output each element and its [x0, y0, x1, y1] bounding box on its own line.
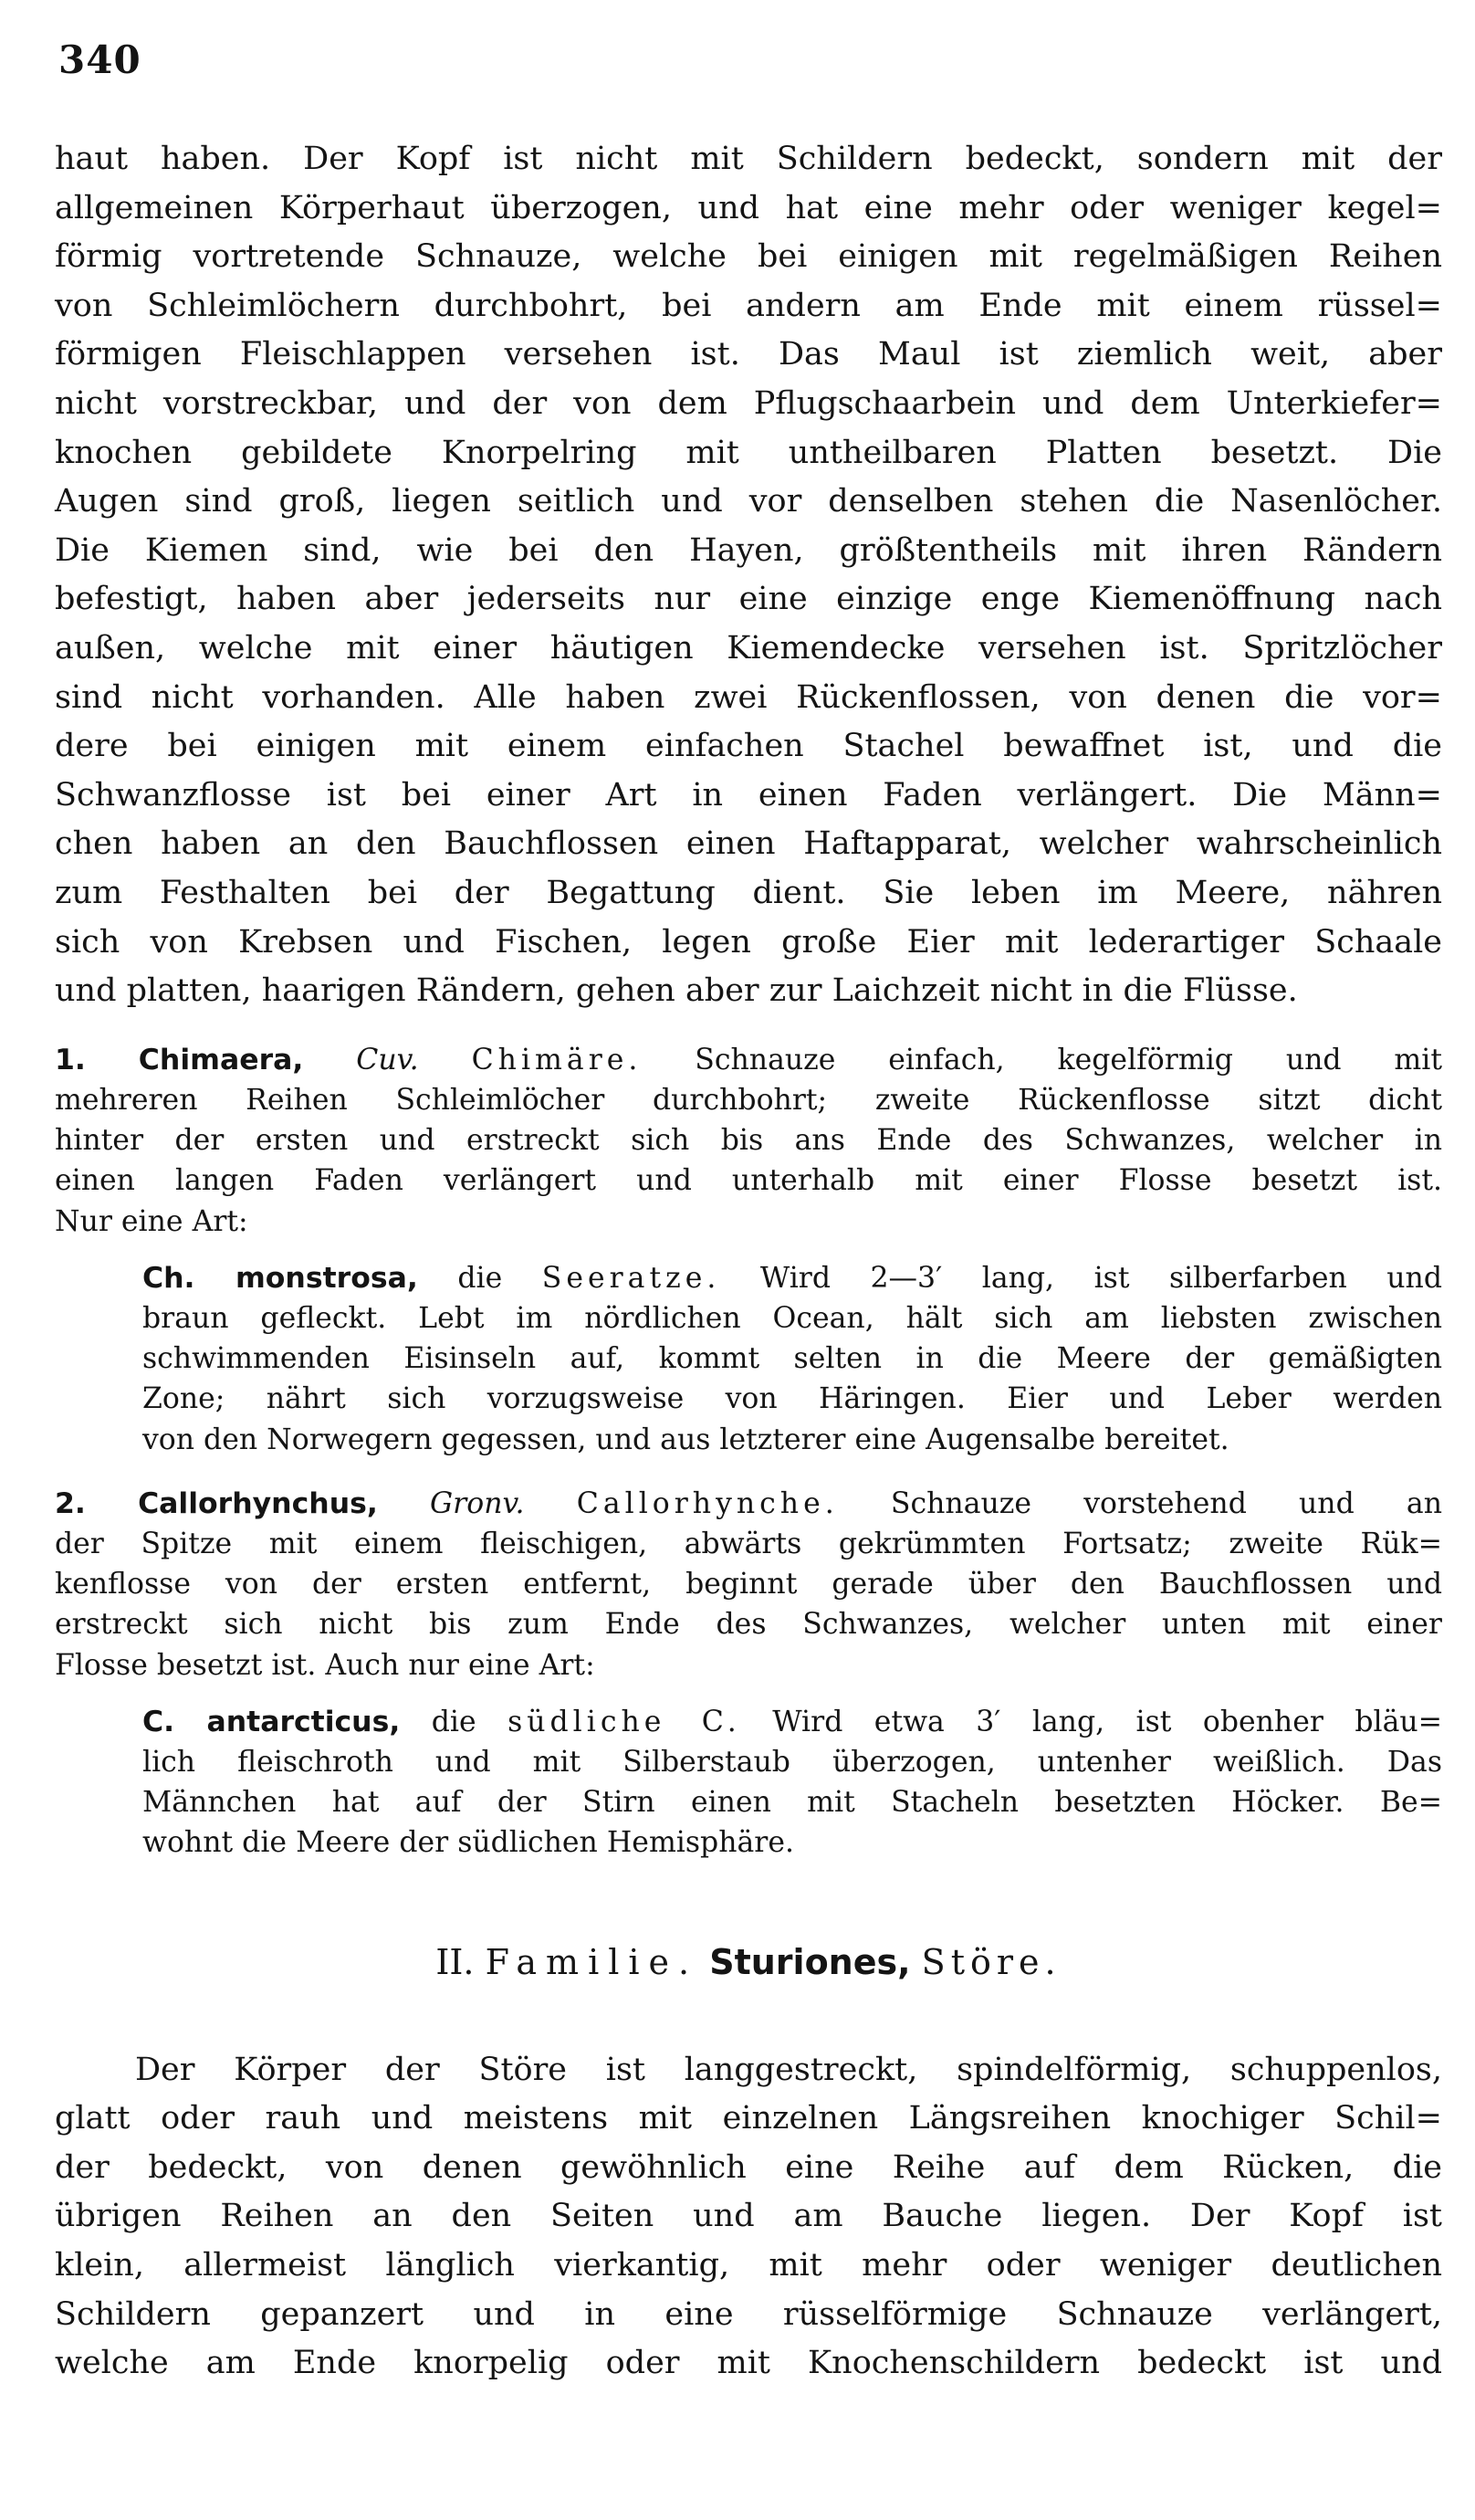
page-number: 340 — [58, 37, 141, 82]
text-line: erstreckt sich nicht bis zum Ende des Schwanzes, welcher unten mit einer — [55, 1608, 1442, 1642]
text-line: nicht vorstreckbar, und der von dem Pflugschaarbein und dem Unterkiefer= — [55, 384, 1442, 422]
species-first-line — [142, 1702, 1442, 1742]
text-line: kenflosse von der ersten entfernt, beginnt gerade über den Bauchflossen und — [55, 1568, 1442, 1601]
genus-description: Schnauze vorstehend und an — [890, 1486, 1442, 1520]
text-line: lich fleischroth und mit Silberstaub überzogen, untenher weißlich. Das — [142, 1745, 1442, 1779]
genus-common-name: Callorhynche. — [576, 1486, 839, 1520]
family-heading — [55, 1935, 1442, 1990]
species-article: die — [431, 1705, 476, 1738]
text-line: klein, allermeist länglich vierkantig, mit mehr oder weniger deutlichen — [55, 2246, 1442, 2284]
text-line: und platten, haarigen Rändern, gehen aber zur Laichzeit nicht in die Flüsse. — [55, 972, 1298, 1010]
text-line: Der Körper der Störe ist langgestreckt, spindelförmig, schuppenlos, — [135, 2051, 1442, 2088]
text-line: außen, welche mit einer häutigen Kiemendecke versehen ist. Spritzlöcher — [55, 629, 1442, 667]
genus-entry-callorhynchus — [55, 1484, 1442, 1685]
text-line: hinter der ersten und erstreckt sich bis ans Ende des Schwanzes, welcher in — [55, 1124, 1442, 1158]
species-entry-monstrosa — [142, 1258, 1442, 1460]
species-first-line — [142, 1258, 1442, 1298]
genus-number: 2. — [55, 1486, 86, 1520]
text-line: sich von Krebsen und Fischen, legen große Eier mit lederartiger Schaale — [55, 923, 1442, 961]
family-number: II. — [435, 1941, 475, 1982]
family-common-name: Störe. — [921, 1941, 1062, 1982]
genus-description: Schnauze einfach, kegelförmig und mit — [695, 1043, 1443, 1076]
genus-entry-chimaera — [55, 1040, 1442, 1242]
species-article: die — [457, 1261, 503, 1295]
text-line: förmigen Fleischlappen versehen ist. Das Maul ist ziemlich weit, aber — [55, 336, 1442, 373]
text-line: förmig vortretende Schnauze, welche bei einigen mit regelmäßigen Reihen — [55, 238, 1442, 276]
text-line: mehreren Reihen Schleimlöcher durchbohrt; zweite Rückenflosse sitzt dicht — [55, 1083, 1442, 1117]
text-line: glatt oder rauh und meistens mit einzelnen Längsreihen knochiger Schil= — [55, 2100, 1442, 2137]
text-line: übrigen Reihen an den Seiten und am Bauche liegen. Der Kopf ist — [55, 2198, 1442, 2235]
text-line: wohnt die Meere der südlichen Hemisphäre. — [142, 1826, 794, 1860]
genus-name: Callorhynchus, — [138, 1486, 378, 1520]
species-name: C. antarcticus, — [142, 1705, 401, 1738]
genus-first-line — [55, 1484, 1442, 1524]
book-page — [55, 33, 1442, 2389]
text-line: der Spitze mit einem fleischigen, abwärts gekrümmten Fortsatz; zweite Rük= — [55, 1527, 1442, 1560]
text-line: von den Norwegern gegessen, und aus letzterer eine Augensalbe bereitet. — [142, 1423, 1229, 1456]
text-line: von Schleimlöchern durchbohrt, bei andern am Ende mit einem rüssel= — [55, 287, 1442, 324]
text-line: chen haben an den Bauchflossen einen Haftapparat, welcher wahrscheinlich — [55, 825, 1442, 863]
text-line: dere bei einigen mit einem einfachen Stachel bewaffnet ist, und die — [55, 728, 1442, 765]
paragraph-intro — [55, 135, 1442, 1016]
species-description: Wird etwa 3′ lang, ist obenher bläu= — [772, 1705, 1443, 1738]
text-line: zum Festhalten bei der Begattung dient. Sie leben im Meere, nähren — [55, 874, 1442, 911]
text-line: knochen gebildete Knorpelring mit untheilbaren Platten besetzt. Die — [55, 434, 1442, 471]
species-entry-antarcticus — [142, 1702, 1442, 1864]
genus-authority: Cuv. — [356, 1043, 419, 1076]
family-name: Sturiones, — [709, 1941, 911, 1982]
text-line: der bedeckt, von denen gewöhnlich eine Reihe auf dem Rücken, die — [55, 2148, 1442, 2186]
text-line: schwimmenden Eisinseln auf, kommt selten in die Meere der gemäßigten — [142, 1342, 1442, 1376]
text-line: Schildern gepanzert und in eine rüsselförmige Schnauze verlängert, — [55, 2295, 1442, 2333]
text-line: Männchen hat auf der Stirn einen mit Stacheln besetzten Höcker. Be= — [142, 1786, 1442, 1820]
text-line: einen langen Faden verlängert und unterhalb mit einer Flosse besetzt ist. — [55, 1164, 1442, 1198]
text-line: haut haben. Der Kopf ist nicht mit Schildern bedeckt, sondern mit der — [55, 141, 1442, 177]
text-line: befestigt, haben aber jederseits nur eine einzige enge Kiemenöffnung nach — [55, 581, 1442, 618]
genus-first-line — [55, 1040, 1442, 1080]
species-common-name: südliche C. — [507, 1705, 741, 1738]
genus-common-name: Chimäre. — [471, 1043, 643, 1076]
species-common-name: Seeratze. — [541, 1261, 721, 1295]
paragraph-sturiones — [55, 2046, 1442, 2389]
text-line: Augen sind groß, liegen seitlich und vor denselben stehen die Nasenlöcher. — [55, 483, 1442, 520]
genus-authority: Gronv. — [430, 1486, 525, 1520]
text-line: Schwanzflosse ist bei einer Art in einen Faden verlängert. Die Männ= — [55, 776, 1442, 814]
text-line: welche am Ende knorpelig oder mit Knochenschildern bedeckt ist und — [55, 2345, 1442, 2382]
genus-number: 1. — [55, 1043, 86, 1076]
species-name: Ch. monstrosa, — [142, 1261, 418, 1295]
text-line: Die Kiemen sind, wie bei den Hayen, größtentheils mit ihren Rändern — [55, 531, 1442, 569]
family-label: Familie. — [485, 1941, 699, 1982]
text-line: allgemeinen Körperhaut überzogen, und hat eine mehr oder weniger kegel= — [55, 189, 1442, 226]
text-line: Nur eine Art: — [55, 1204, 248, 1238]
text-line: braun gefleckt. Lebt im nördlichen Ocean, hält sich am liebsten zwischen — [142, 1301, 1442, 1335]
text-line: Zone; nährt sich vorzugsweise von Häringen. Eier und Leber werden — [142, 1382, 1442, 1416]
text-line: sind nicht vorhanden. Alle haben zwei Rückenflossen, von denen die vor= — [55, 678, 1442, 716]
text-line: Flosse besetzt ist. Auch nur eine Art: — [55, 1648, 595, 1682]
species-description: Wird 2—3′ lang, ist silberfarben und — [759, 1261, 1443, 1295]
genus-name: Chimaera, — [138, 1043, 304, 1076]
